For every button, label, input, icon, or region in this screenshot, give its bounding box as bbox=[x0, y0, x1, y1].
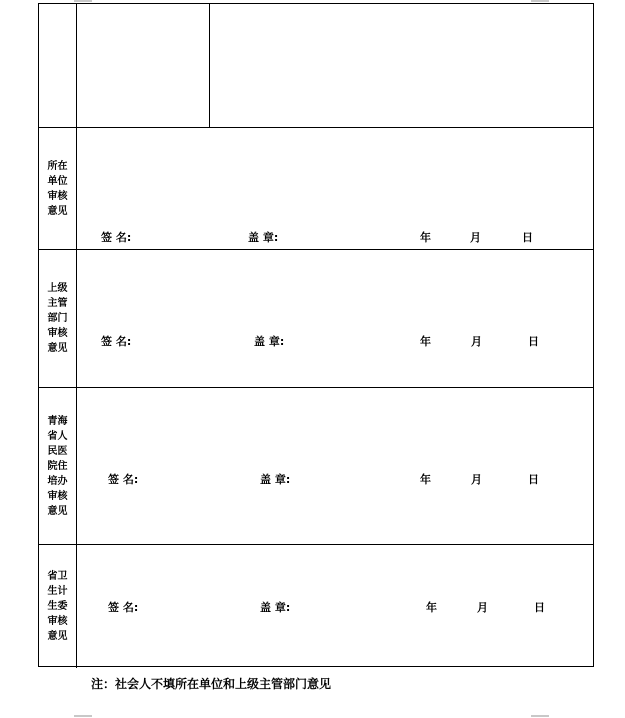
seal-field-label: 盖 章: bbox=[260, 473, 291, 486]
label-line: 意见 bbox=[47, 505, 68, 517]
month-label: 月 bbox=[470, 231, 481, 244]
row-border-4 bbox=[39, 544, 593, 545]
page-corner-mark-top-left bbox=[74, 0, 92, 2]
day-label: 日 bbox=[522, 231, 533, 244]
sign-field-label: 签 名: bbox=[101, 231, 132, 244]
section-label-hospital-office-review bbox=[39, 388, 76, 544]
day-label: 日 bbox=[528, 473, 539, 486]
section-label-unit-review bbox=[39, 128, 76, 249]
label-line: 院住 bbox=[47, 460, 68, 472]
seal-field-label: 盖 章: bbox=[254, 335, 285, 348]
label-line: 所在 bbox=[47, 160, 68, 172]
label-line: 省人 bbox=[47, 430, 68, 442]
seal-field-label: 盖 章: bbox=[248, 231, 279, 244]
row-border-2 bbox=[39, 249, 593, 250]
sign-field-label: 签 名: bbox=[101, 335, 132, 348]
top-row-divider-middle bbox=[209, 4, 210, 127]
label-line: 审核 bbox=[47, 190, 68, 202]
label-line: 上级 bbox=[47, 283, 68, 294]
month-label: 月 bbox=[471, 473, 482, 486]
page-corner-mark-top-right bbox=[531, 0, 549, 2]
label-line: 意见 bbox=[47, 631, 68, 642]
label-line: 审核 bbox=[47, 328, 68, 339]
label-line: 部门 bbox=[47, 313, 68, 324]
form-footnote: 注：社会人不填所在单位和上级主管部门意见 bbox=[91, 677, 332, 691]
top-row-divider-left bbox=[76, 4, 77, 127]
label-line: 青海 bbox=[47, 415, 68, 427]
sign-field-label: 签 名: bbox=[108, 601, 139, 614]
label-line: 省卫 bbox=[47, 571, 68, 582]
seal-field-label: 盖 章: bbox=[260, 601, 291, 614]
label-line: 主管 bbox=[47, 298, 68, 309]
approval-form-table bbox=[38, 3, 594, 667]
label-line: 意见 bbox=[47, 205, 68, 217]
year-label: 年 bbox=[420, 335, 431, 348]
label-line: 培办 bbox=[47, 475, 68, 487]
row-border-1 bbox=[39, 127, 593, 128]
page-corner-mark-bottom-left bbox=[74, 715, 92, 717]
label-column-divider bbox=[76, 127, 77, 668]
row-border-3 bbox=[39, 387, 593, 388]
section-label-superior-review bbox=[39, 250, 76, 387]
label-line: 审核 bbox=[47, 616, 68, 627]
day-label: 日 bbox=[528, 335, 539, 348]
label-line: 意见 bbox=[47, 343, 68, 354]
page-corner-mark-bottom-right bbox=[531, 715, 549, 717]
year-label: 年 bbox=[420, 473, 431, 486]
label-line: 审核 bbox=[47, 490, 68, 502]
label-line: 民医 bbox=[47, 445, 68, 457]
label-line: 生计 bbox=[47, 586, 68, 597]
sign-field-label: 签 名: bbox=[108, 473, 139, 486]
year-label: 年 bbox=[420, 231, 431, 244]
month-label: 月 bbox=[471, 335, 482, 348]
label-line: 生委 bbox=[47, 601, 68, 612]
year-label: 年 bbox=[426, 601, 437, 614]
section-label-health-commission-review bbox=[39, 545, 76, 668]
label-line: 单位 bbox=[47, 175, 68, 187]
month-label: 月 bbox=[477, 601, 488, 614]
day-label: 日 bbox=[534, 601, 545, 614]
